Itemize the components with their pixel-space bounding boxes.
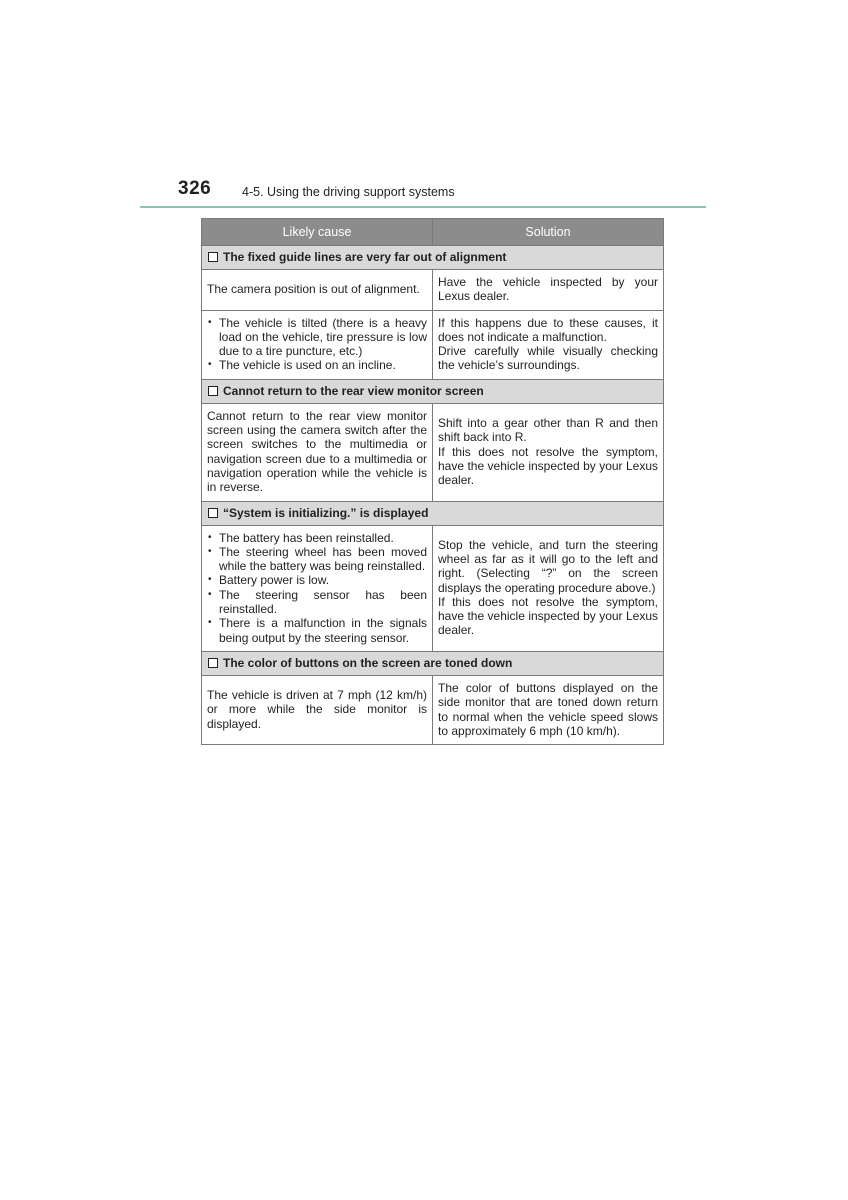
- solution-line: Shift into a gear other than R and then shift back into R.: [438, 415, 658, 445]
- table-row: [202, 675, 664, 744]
- checkbox-icon: [208, 508, 218, 518]
- solution-cell: [433, 403, 664, 501]
- section-title: The fixed guide lines are very far out of alignment: [223, 250, 507, 265]
- solution-line: If this happens due to these causes, it does not indicate a malfunction.: [438, 315, 658, 344]
- cause-cell: [202, 403, 433, 501]
- solution-line: If this does not resolve the symptom, have the vehicle inspected by your Lexus dealer.: [438, 444, 658, 488]
- checkbox-icon: [208, 252, 218, 262]
- section-title: “System is initializing.” is displayed: [223, 505, 429, 520]
- header-rule: [140, 206, 706, 208]
- cause-cell: [202, 675, 433, 744]
- section-title: 4-5. Using the driving support systems: [242, 185, 455, 199]
- column-header-solution: Solution: [433, 219, 664, 246]
- section-row: [202, 379, 664, 403]
- section-title: The color of buttons on the screen are toned down: [223, 656, 513, 671]
- table-row: [202, 525, 664, 651]
- page-header: [140, 178, 706, 210]
- checkbox-icon: [208, 386, 218, 396]
- cause-text: The vehicle is driven at 7 mph (12 km/h) or more while the side monitor is displayed.: [207, 688, 427, 731]
- cause-bullet: • The steering sensor has been reinstalled.: [207, 588, 427, 617]
- cause-bullet: • The vehicle is used on an incline.: [207, 358, 427, 372]
- cause-bullet: • The battery has been reinstalled.: [207, 531, 427, 545]
- solution-line: The color of buttons displayed on the side monitor that are toned down return to normal when the vehicle speed slows to approximately 6 mph (10 km/h).: [438, 680, 658, 738]
- cause-cell: [202, 310, 433, 379]
- cause-bullet: • The steering wheel has been moved while the battery was being reinstalled.: [207, 545, 427, 574]
- table-row: [202, 403, 664, 501]
- solution-line: If this does not resolve the symptom, have the vehicle inspected by your Lexus dealer.: [438, 594, 658, 638]
- solution-cell: [433, 525, 664, 651]
- solution-line: Drive carefully while visually checking the vehicle’s surroundings.: [438, 344, 658, 373]
- solution-line: Stop the vehicle, and turn the steering wheel as far as it will go to the left and right. (Selecting “?” on the screen displays the operating procedure above.): [438, 537, 658, 595]
- table-header-row: [202, 219, 664, 246]
- cause-text: The camera position is out of alignment.: [207, 282, 420, 297]
- table-row: [202, 310, 664, 379]
- solution-line: Have the vehicle inspected by your Lexus dealer.: [438, 275, 658, 304]
- cause-bullet: • The vehicle is tilted (there is a heavy load on the vehicle, tire pressure is low due to a tire puncture, etc.): [207, 316, 427, 359]
- checkbox-icon: [208, 658, 218, 668]
- table-row: [202, 270, 664, 311]
- cause-cell: [202, 270, 433, 311]
- troubleshooting-table: [201, 218, 664, 745]
- section-row: [202, 651, 664, 675]
- cause-text: Cannot return to the rear view monitor screen using the camera switch after the screen switches to the multimedia or navigation screen due to a multimedia or navigation operation while the vehicle is in reverse.: [207, 408, 427, 495]
- solution-cell: [433, 675, 664, 744]
- cause-cell: [202, 525, 433, 651]
- solution-cell: [433, 270, 664, 311]
- cause-bullet: • Battery power is low.: [207, 573, 427, 587]
- column-header-cause: Likely cause: [202, 219, 433, 246]
- section-row: [202, 246, 664, 270]
- solution-cell: [433, 310, 664, 379]
- cause-bullet: • There is a malfunction in the signals being output by the steering sensor.: [207, 616, 427, 645]
- section-row: [202, 501, 664, 525]
- page-number: 326: [178, 178, 212, 199]
- section-title: Cannot return to the rear view monitor screen: [223, 384, 484, 399]
